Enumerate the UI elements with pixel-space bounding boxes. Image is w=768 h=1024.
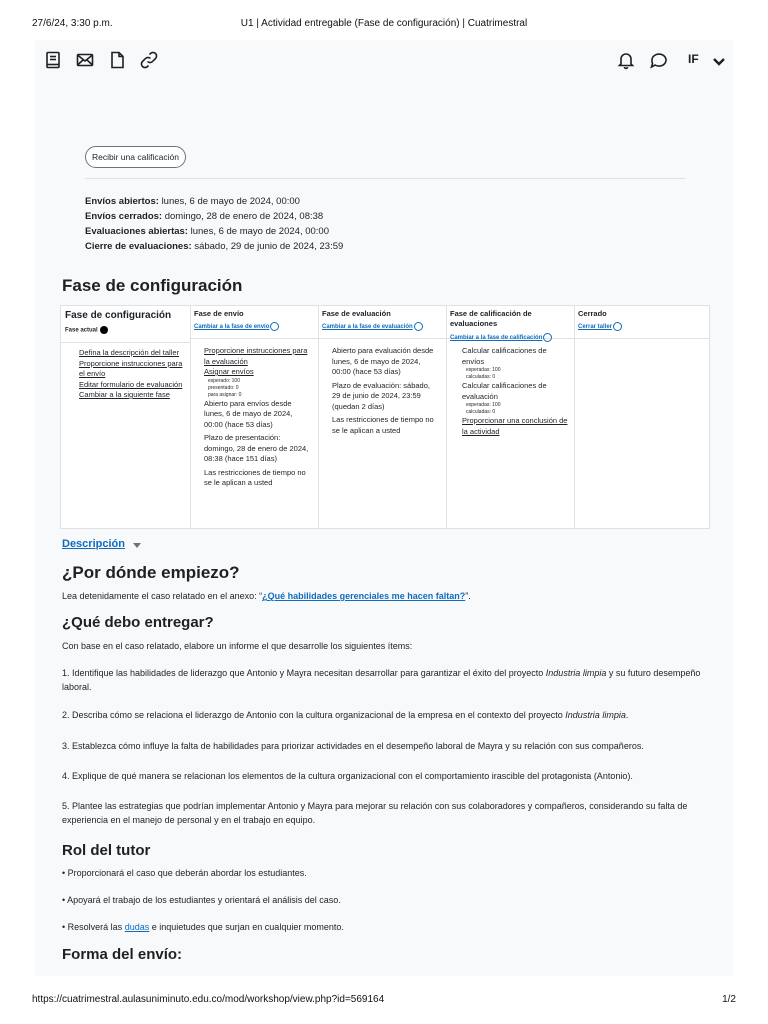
item-4: 4. Explique de qué manera se relacionan los elementos de la cultura organizacional con el comportamiento irascible del protagonista (Antonio). (62, 771, 633, 781)
phase-title: Fase de envío (194, 309, 244, 318)
heading-start: ¿Por dónde empiezo? (62, 563, 240, 582)
date-label: Cierre de evaluaciones: (85, 241, 192, 252)
start-paragraph (62, 589, 712, 603)
current-phase-label (65, 326, 108, 334)
tutor-text-end: e inquietudes que surjan en cualquier momento. (149, 922, 344, 932)
info-deadline: Plazo de presentación: domingo, 28 de enero de 2024, 08:38 (hace 151 días) (204, 433, 309, 463)
deliver-intro: Con base en el caso relatado, elabore un informe el que desarrolle los siguientes ítems: (62, 641, 413, 651)
phase-submission (190, 306, 319, 528)
task-edit-assessment-form[interactable]: Editar formulario de evaluación (79, 379, 183, 389)
divider (85, 178, 685, 179)
start-text: Lea detenidamente el caso relatado en el anexo: “ (62, 591, 263, 601)
task-define-description[interactable]: Defina la descripción del taller (79, 348, 180, 357)
date-label: Envíos abiertos: (85, 196, 159, 207)
phase-title: Fase de evaluación (322, 309, 391, 318)
doubts-link[interactable]: dudas (124, 922, 150, 932)
heading-deliver: ¿Qué debo entregar? (62, 614, 214, 631)
phase-title: Fase de calificación de evaluaciones (450, 309, 532, 328)
start-text-end: ”. (465, 591, 471, 601)
dates-list (85, 194, 343, 254)
phase-info (332, 346, 440, 436)
phase-header (61, 306, 190, 343)
phase-header (318, 306, 446, 339)
phase-grading (446, 306, 575, 528)
date-value: sábado, 29 de junio de 2024, 23:59 (194, 241, 344, 252)
task-allocate-submissions[interactable]: Asignar envíos (204, 367, 254, 376)
current-phase-dot-icon (100, 326, 108, 334)
book-icon[interactable] (43, 50, 65, 72)
phase-title: Fase de configuración (65, 310, 172, 321)
mail-icon[interactable] (75, 50, 97, 72)
item-text-end: y su futuro desempeño laboral. (62, 668, 701, 692)
info-restrictions: Las restricciones de tiempo no se le aplican a usted (332, 415, 434, 435)
current-phase-text: Fase actual (65, 327, 98, 334)
switch-phase-link[interactable] (450, 333, 552, 342)
print-datetime: 27/6/24, 3:30 p.m. (32, 18, 113, 29)
top-navbar (35, 40, 733, 80)
date-label: Envíos cerrados: (85, 211, 163, 222)
page-content (35, 40, 733, 976)
page-title: Fase de configuración (62, 276, 243, 295)
item-text: 1. Identifique las habilidades de liderazgo que Antonio y Mayra necesitan desarrollar para garantizar el éxito del proyecto (62, 668, 546, 678)
phase-tasks (79, 348, 184, 401)
print-title: U1 | Actividad entregable (Fase de configuración) | Cuatrimestral (240, 18, 528, 29)
phase-tasks (204, 346, 312, 489)
heading-tutor: Rol del tutor (62, 842, 151, 859)
tutor-item-3 (62, 920, 712, 934)
tutor-text: • Resolverá las (62, 922, 125, 932)
phase-header (446, 306, 574, 342)
description-toggle[interactable]: Descripción (62, 538, 125, 550)
date-row (85, 209, 343, 224)
phase-header (190, 306, 318, 339)
tutor-item-2: • Apoyará el trabajo de los estudiantes y orientará el análisis del caso. (62, 895, 341, 905)
circle-icon (543, 333, 552, 342)
item-text: 2. Describa cómo se relaciona el liderazgo de Antonio con la cultura organizacional de la empresa en el contexto del proyecto (62, 710, 566, 720)
chat-icon[interactable] (649, 50, 671, 72)
phase-closed (574, 306, 709, 528)
phase-title: Cerrado (578, 309, 607, 318)
task-assessment-instructions[interactable]: Proporcione instrucciones para la evaluación (204, 346, 308, 366)
print-header (32, 18, 736, 32)
stat-expected: esperadas: 100 (466, 402, 501, 408)
circle-icon (613, 322, 622, 331)
switch-phase-text[interactable]: Cambiar a la fase de calificación (450, 335, 543, 342)
item-text-end: . (625, 710, 629, 720)
circle-icon (414, 322, 423, 331)
stat-to-allocate: para asignar: 0 (208, 391, 242, 398)
print-url: https://cuatrimestral.aulasuniminuto.edu.co/mod/workshop/view.php?id=569164 (32, 994, 385, 1005)
item-emphasis: Industria limpia (565, 710, 626, 720)
print-footer (32, 994, 736, 1008)
info-open: Abierto para envíos desde lunes, 6 de mayo de 2024, 00:00 (hace 53 días) (204, 398, 293, 429)
date-value: domingo, 28 de enero de 2024, 08:38 (164, 211, 324, 222)
item-2 (62, 708, 712, 722)
stat-calculated: calculadas: 0 (466, 374, 496, 380)
info-restrictions: Las restricciones de tiempo no se le aplican a usted (204, 467, 306, 487)
date-label: Evaluaciones abiertas: (85, 226, 188, 237)
date-value: lunes, 6 de mayo de 2024, 00:00 (161, 196, 300, 207)
circle-icon (270, 322, 279, 331)
receive-grade-button[interactable]: Recibir una calificación (85, 146, 186, 168)
switch-phase-text[interactable]: Cambiar a la fase de evaluación (322, 324, 413, 331)
document-icon[interactable] (107, 50, 129, 72)
user-initials[interactable]: IF (688, 52, 699, 66)
close-workshop-link[interactable] (578, 322, 622, 331)
caret-down-icon[interactable] (133, 543, 141, 548)
item-emphasis: Industria limpia (545, 668, 607, 678)
link-icon[interactable] (139, 50, 161, 72)
stat-expected: esperadas: 100 (466, 367, 501, 373)
item-5: 5. Plantee las estrategias que podrían implementar Antonio y Mayra para mejorar su relación con sus colaboradores y compañeros, considerando su falta de experiencia en el manejo de personal y en el trabajo en equipo. (62, 801, 688, 825)
close-workshop-text[interactable]: Cerrar taller (578, 324, 613, 331)
workshop-phases-table (60, 305, 710, 529)
stat-expected: esperado: 100 (208, 377, 240, 384)
date-value: lunes, 6 de mayo de 2024, 00:00 (190, 226, 329, 237)
task-submission-instructions[interactable]: Proporcione instrucciones para el envío (79, 358, 183, 378)
info-deadline: Plazo de evaluación: sábado, 29 de junio de 2024, 23:59 (quedan 2 días) (332, 380, 430, 411)
chevron-down-icon[interactable] (709, 52, 731, 74)
task-calc-assessment-grades: Calcular calificaciones de evaluación (462, 381, 547, 401)
switch-phase-link[interactable] (194, 322, 279, 331)
tutor-item-1: • Proporcionará el caso que deberán abordar los estudiantes. (62, 868, 307, 878)
info-open: Abierto para evaluación desde lunes, 6 de mayo de 2024, 00:00 (hace 53 días) (332, 346, 434, 376)
phase-setup (61, 306, 191, 528)
page-number: 1/2 (722, 994, 736, 1005)
date-row (85, 239, 343, 254)
date-row (85, 194, 343, 209)
stat-submitted: presentado: 0 (208, 384, 239, 391)
phase-tasks (462, 346, 568, 437)
stat-calculated: calculadas: 0 (466, 409, 496, 415)
item-1 (62, 666, 712, 694)
phase-header (574, 306, 709, 339)
task-conclusion[interactable]: Proporcionar una conclusión de la actividad (462, 416, 568, 436)
task-calc-submission-grades: Calcular calificaciones de envíos (462, 346, 547, 366)
heading-submission-form: Forma del envío: (62, 946, 183, 963)
date-row (85, 224, 343, 239)
item-3: 3. Establezca cómo influye la falta de habilidades para priorizar actividades en el desempeño laboral de Mayra y su relación con sus compañeros. (62, 741, 644, 751)
task-next-phase[interactable]: Cambiar a la siguiente fase (79, 390, 170, 399)
annex-link[interactable]: ¿Qué habilidades gerenciales me hacen faltan? (262, 591, 466, 601)
switch-phase-text[interactable]: Cambiar a la fase de envío (194, 324, 270, 331)
switch-phase-link[interactable] (322, 322, 423, 331)
bell-icon[interactable] (616, 50, 638, 72)
phase-assessment (318, 306, 447, 528)
